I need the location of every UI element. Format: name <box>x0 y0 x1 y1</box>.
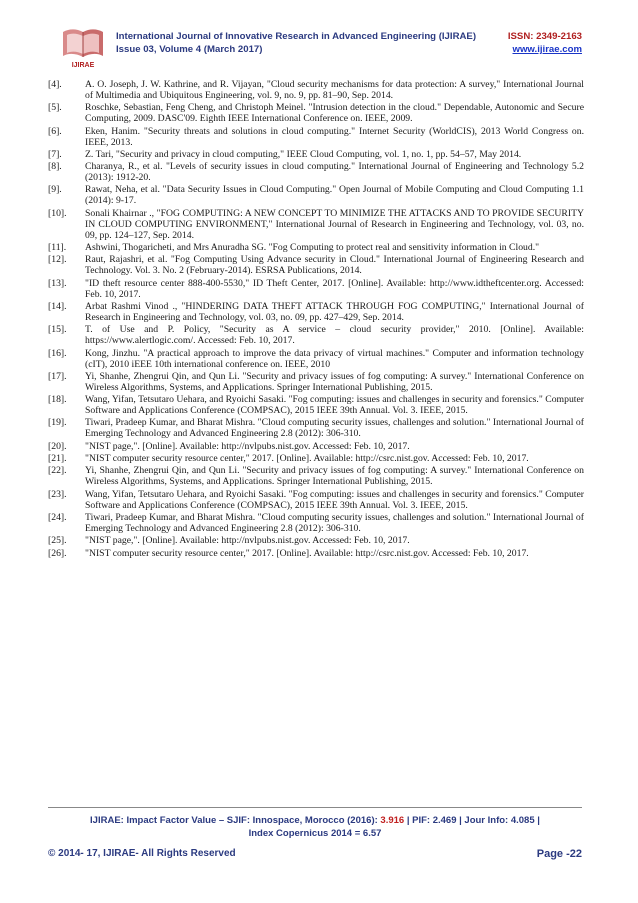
reference-number: [25]. <box>48 535 67 547</box>
reference-number: [15]. <box>48 324 67 336</box>
reference-number: [18]. <box>48 394 67 406</box>
reference-text: Yi, Shanhe, Zhengrui Qin, and Qun Li. "Security and privacy issues of fog computing: A survey." International Conference on Wireless Algorithms, Systems, and Applications. Springer International Publishing, 2015. <box>85 370 584 393</box>
reference-text: Charanya, R., et al. "Levels of security issues in cloud computing." International Journal of Engineering and Technology 5.2 (2013): 1912-20. <box>85 161 584 184</box>
reference-number: [19]. <box>48 417 67 429</box>
impact-factor-text-a: IJIRAE: Impact Factor Value – SJIF: Innospace, Morocco (2016): <box>90 815 381 826</box>
reference-item <box>48 453 584 464</box>
reference-text: A. O. Joseph, J. W. Kathrine, and R. Vijayan, "Cloud security mechanisms for data protection: A survey," International Journal of Multimedia and Ubiquitous Engineering, vol. 9, no. 9, pp. 81–90, Sep. 2014. <box>85 79 584 101</box>
sjif-value: 3.916 <box>380 815 405 826</box>
reference-item <box>48 208 584 241</box>
reference-item <box>48 348 584 370</box>
reference-text: "NIST page,". [Online]. Available: http://nvlpubs.nist.gov. Accessed: Feb. 10, 2017. <box>85 440 410 452</box>
reference-number: [16]. <box>48 347 67 359</box>
reference-item <box>48 535 584 546</box>
reference-text: Yi, Shanhe, Zhengrui Qin, and Qun Li. "Security and privacy issues of fog computing: A survey." International Conference on Wireless Algorithms, Systems, and Applications. Springer International Publishing, 2015. <box>85 465 584 488</box>
reference-item <box>48 184 584 206</box>
reference-item <box>48 126 584 148</box>
reference-item <box>48 489 584 511</box>
issue-info: Issue 03, Volume 4 (March 2017) <box>116 44 263 55</box>
reference-text: Wang, Yifan, Tetsutaro Uehara, and Ryoichi Sasaki. "Fog computing: issues and challenges in security and forensics." Computer Software and Applications Conference (COMPSAC), 2015 IEEE 39th Annual. Vol. 3. IEEE, 2015. <box>85 394 584 417</box>
reference-item <box>48 161 584 183</box>
reference-text: Ashwini, Thogaricheti, and Mrs Anuradha SG. "Fog Computing to protect real and sensitivity information in Cloud." <box>85 242 540 254</box>
reference-text: Tiwari, Pradeep Kumar, and Bharat Mishra. "Cloud computing security issues, challenges and solution." International Journal of Emerging Technology and Advanced Engineering 2.8 (2012): 306-310. <box>85 511 584 534</box>
index-copernicus: Index Copernicus 2014 = 6.57 <box>248 827 382 839</box>
reference-text: Rawat, Neha, et al. "Data Security Issues in Cloud Computing." Open Journal of Mobile Computing and Cloud Computing 1.1 (2014): 9-17. <box>85 184 584 207</box>
svg-text:IJIRAE: IJIRAE <box>71 62 95 69</box>
reference-item <box>48 149 584 160</box>
reference-text: "NIST page,". [Online]. Available: http://nvlpubs.nist.gov. Accessed: Feb. 10, 2017. <box>85 535 410 547</box>
reference-text: Arbat Rashmi Vinod ., "HINDERING DATA THEFT ATTACK THROUGH FOG COMPUTING," International Journal of Research in Engineering and Technology, vol. 03, no. 09, pp. 427–429, Sep. 2014. <box>85 300 584 323</box>
ijirae-logo-icon <box>60 26 106 70</box>
reference-number: [9]. <box>48 184 62 196</box>
reference-number: [5]. <box>48 102 62 114</box>
reference-number: [21]. <box>48 453 67 465</box>
reference-list <box>48 79 584 560</box>
reference-number: [24]. <box>48 511 67 523</box>
reference-text: Raut, Rajashri, et al. "Fog Computing Using Advance security in Cloud." International Journal of Engineering Research and Technology. Vol. 3. No. 2 (February-2014). ESRSA Publications, 2014. <box>85 254 584 277</box>
reference-text: Sonali Khairnar ., "FOG COMPUTING: A NEW CONCEPT TO MINIMIZE THE ATTACKS AND TO PROVIDE SECURITY IN CLOUD COMPUTING ENVIRONMENT," International Journal of Research in Engineering and Technology, vol. 03, no. 09, pp. 124–127, Sep. 2014. <box>85 207 584 241</box>
page-number: Page -22 <box>536 848 582 860</box>
reference-item <box>48 548 584 559</box>
reference-item <box>48 417 584 439</box>
reference-item <box>48 465 584 487</box>
journal-website-link[interactable]: www.ijirae.com <box>512 44 582 55</box>
reference-number: [17]. <box>48 370 67 382</box>
reference-item <box>48 301 584 323</box>
reference-number: [26]. <box>48 547 67 559</box>
reference-text: "NIST computer security resource center," 2017. [Online]. Available: http://csrc.nist.gov. Accessed: Feb. 10, 2017. <box>85 453 529 465</box>
reference-text: T. of Use and P. Policy, "Security as A service – cloud security provider," 2010. [Online]. Available: https://www.alertlogic.com/. Accessed: Feb. 10, 2017. <box>85 324 584 347</box>
reference-number: [6]. <box>48 125 62 137</box>
impact-factor-footer <box>48 815 582 840</box>
reference-item <box>48 79 584 101</box>
reference-number: [4]. <box>48 79 62 90</box>
reference-number: [20]. <box>48 440 67 452</box>
reference-item <box>48 102 584 124</box>
reference-number: [14]. <box>48 300 67 312</box>
reference-number: [22]. <box>48 465 67 477</box>
reference-item <box>48 254 584 276</box>
issn: ISSN: 2349-2163 <box>507 31 582 42</box>
reference-number: [7]. <box>48 148 62 160</box>
reference-item <box>48 324 584 346</box>
footer-divider <box>48 807 582 808</box>
reference-text: Z. Tari, "Security and privacy in cloud computing," IEEE Cloud Computing, vol. 1, no. 1, pp. 54–57, May 2014. <box>85 148 522 160</box>
page-bottom <box>48 848 582 860</box>
reference-text: Tiwari, Pradeep Kumar, and Bharat Mishra. "Cloud computing security issues, challenges and solution." International Journal of Emerging Technology and Advanced Engineering 2.8 (2012): 306-310. <box>85 417 584 440</box>
reference-item <box>48 242 584 253</box>
reference-text: "ID theft resource center 888-400-5530," ID Theft Center, 2017. [Online]. Available: http://www.idtheftcenter.org. Accessed: Feb. 10, 2017. <box>85 277 584 300</box>
reference-number: [23]. <box>48 488 67 500</box>
reference-text: Wang, Yifan, Tetsutaro Uehara, and Ryoichi Sasaki. "Fog computing: issues and challenges in security and forensics." Computer Software and Applications Conference (COMPSAC), 2015 IEEE 39th Annual. Vol. 3. IEEE, 2015. <box>85 488 584 511</box>
copyright-notice: © 2014- 17, IJIRAE- All Rights Reserved <box>48 848 236 859</box>
reference-number: [8]. <box>48 161 62 173</box>
reference-number: [12]. <box>48 254 67 266</box>
reference-text: Eken, Hanim. "Security threats and solutions in cloud computing." Internet Security (WorldCIS), 2013 World Congress on. IEEE, 2013. <box>85 125 584 148</box>
reference-number: [10]. <box>48 207 67 219</box>
reference-text: Kong, Jinzhu. "A practical approach to improve the data privacy of virtual machines." Computer and information technology (cIT), 2010 iEEE 10th international conference on. IEEE, 2010 <box>85 347 584 370</box>
reference-item <box>48 441 584 452</box>
journal-title: International Journal of Innovative Research in Advanced Engineering (IJIRAE) <box>116 31 477 42</box>
journal-header <box>60 22 580 72</box>
reference-item <box>48 394 584 416</box>
reference-item <box>48 371 584 393</box>
reference-item <box>48 512 584 534</box>
reference-item <box>48 278 584 300</box>
reference-number: [11]. <box>48 242 67 254</box>
reference-number: [13]. <box>48 277 67 289</box>
reference-text: Roschke, Sebastian, Feng Cheng, and Christoph Meinel. "Intrusion detection in the cloud." Dependable, Autonomic and Secure Computing, 2009. DASC'09. Eighth IEEE International Conference on. IEEE, 2009. <box>85 102 584 125</box>
reference-text: "NIST computer security resource center," 2017. [Online]. Available: http://csrc.nist.gov. Accessed: Feb. 10, 2017. <box>85 547 529 559</box>
impact-factor-text-b: | PIF: 2.469 | Jour Info: 4.085 | <box>404 815 540 826</box>
